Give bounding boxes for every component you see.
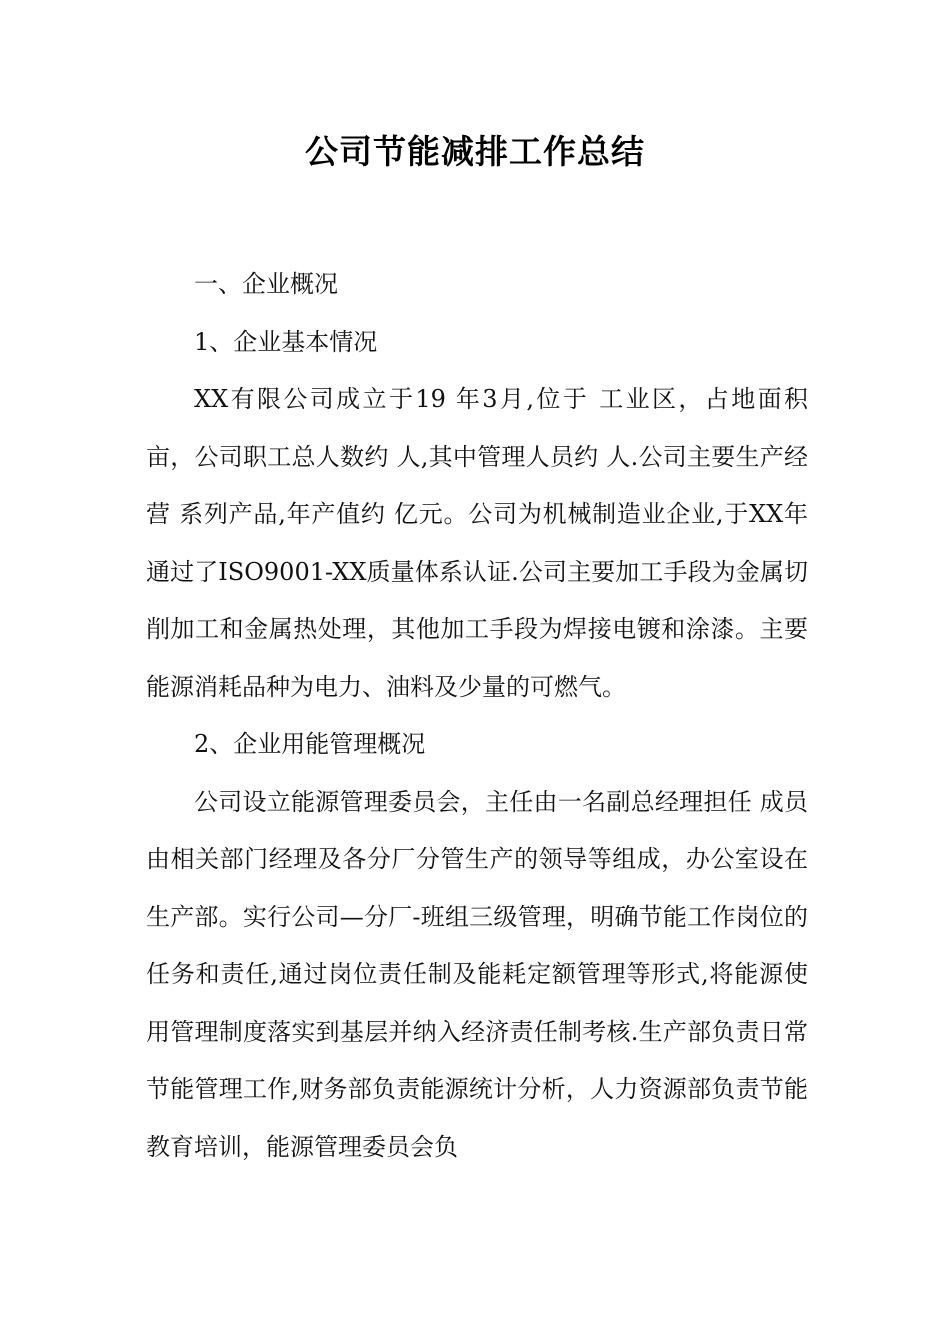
document-title: 公司节能减排工作总结 [305, 132, 645, 171]
subsection-heading-energy-management: 2、企业用能管理概况 [194, 730, 426, 758]
document-body [146, 256, 808, 1176]
paragraph-basic-info: XX有限公司成立于19 年3月,位于 工业区，占地面积 亩，公司职工总人数约 人,其中管理人员约 人.公司主要生产经营 系列产品,年产值约 亿元。公司为机械制造业企业,于XX年通过了ISO9001-XX质量体系认证.公司主要加工手段为金属切削加工和金属热处理，其他加工手段为焊接电镀和涂漆。主要能源消耗品种为电力、油料及少量的可燃气。 [146, 385, 808, 701]
section-heading-overview: 一、企业概况 [194, 270, 338, 298]
subsection-heading-basic-info: 1、企业基本情况 [194, 327, 378, 356]
paragraph-energy-management: 公司设立能源管理委员会，主任由一名副总经理担任 成员由相关部门经理及各分厂分管生产的领导等组成，办公室设在生产部。实行公司—分厂-班组三级管理，明确节能工作岗位的任务和责任,通过岗位责任制及能耗定额管理等形式,将能源使用管理制度落实到基层并纳入经济责任制考核.生产部负责日常节能管理工作,财务部负责能源统计分析，人力资源部负责节能教育培训，能源管理委员会负 [146, 787, 808, 1161]
